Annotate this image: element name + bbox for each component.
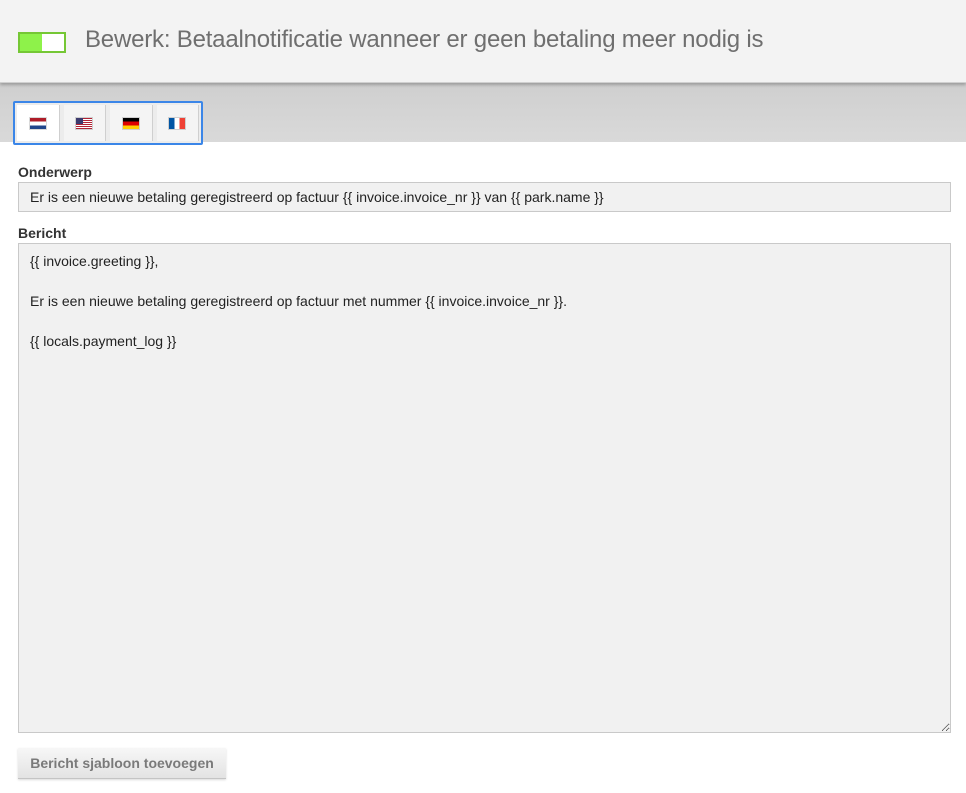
add-message-template-button[interactable]: Bericht sjabloon toevoegen <box>18 748 226 779</box>
message-textarea[interactable] <box>18 243 951 733</box>
language-tabs <box>13 101 203 145</box>
flag-nl-icon <box>30 118 46 129</box>
tab-language-fr[interactable] <box>157 105 200 141</box>
page-title: Bewerk: Betaalnotificatie wanneer er geen betaling meer nodig is <box>85 26 764 53</box>
flag-fr-icon <box>169 118 185 129</box>
tab-language-de[interactable] <box>110 105 153 141</box>
tab-language-nl[interactable] <box>17 105 60 141</box>
flag-de-icon <box>123 118 139 129</box>
message-label: Bericht <box>18 225 67 241</box>
flag-us-icon <box>76 118 92 129</box>
page-header <box>0 0 966 83</box>
active-toggle[interactable] <box>18 32 66 53</box>
subject-label: Onderwerp <box>18 164 92 180</box>
toggle-on-indicator <box>20 34 42 51</box>
tab-language-en[interactable] <box>64 105 107 141</box>
subject-input[interactable] <box>18 182 951 212</box>
